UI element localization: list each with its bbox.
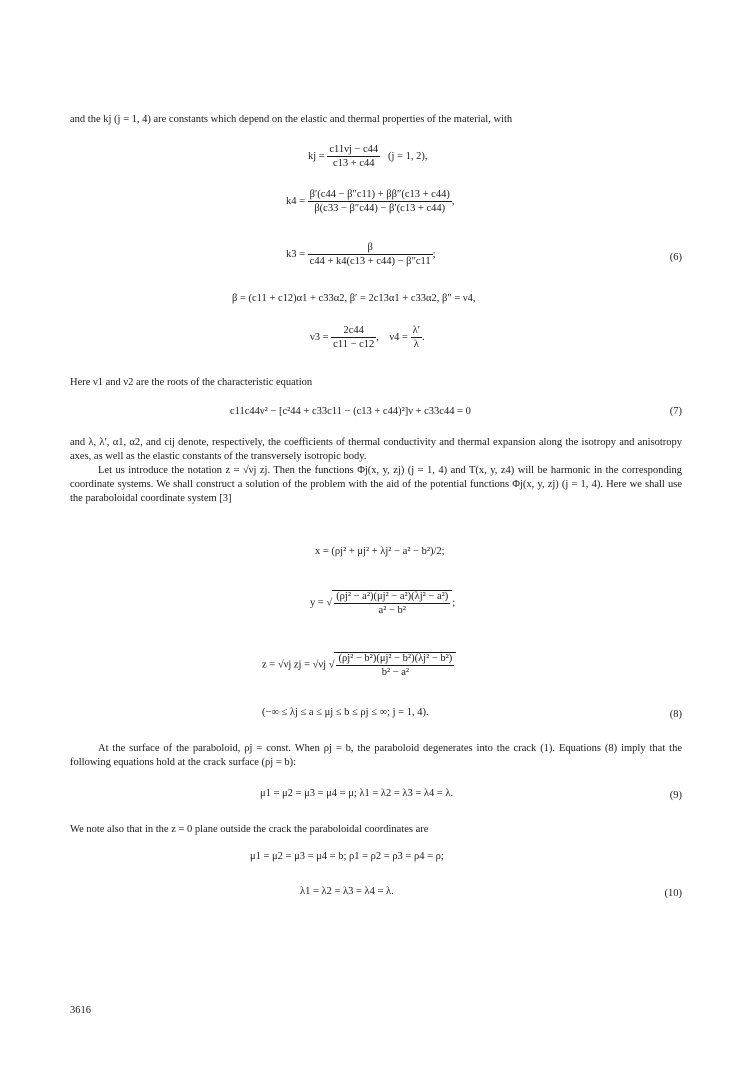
nu4-fraction: $\frac{\lambda'}{\lambda}$ [412,325,420,350]
para-roots: Here ν1 and ν2 are the roots of the characteristic equation [70,377,313,388]
y-fraction: $\frac{\text{(ρj² − a²)(μj² − a²)(λj² − a²)}}{\text{a² − b²}}$ [332,590,452,616]
nu3-lhs: ν3 = [310,331,329,343]
eq8-number: (8) [669,709,682,720]
eq6-k3: k3 = $\frac{\beta}{c44 + k4(c13 + c44) - \beta''c11}$ ; (6) [286,242,682,267]
eq6-beta: β = (c11 + c12)α1 + c33α2, β′ = 2c13α1 + c33α2, β″ = ν4, [232,293,476,304]
para-notation: Let us introduce the notation z = √νj zj. Then the functions Φj(x, y, zj) (j = 1, 4) and T(x, y, z4) will be harmonic in the corresponding coordinate systems. We shall construct a solution of the problem with the aid of the potential functions Φj(x, y, zj) (j = 1, 4). Here we shall use the paraboloidal coordinate system [3] [70,465,682,504]
eq10-line2: λ1 = λ2 = λ3 = λ4 = λ. (10) [300,886,682,899]
kj-lhs: kj = [308,150,325,162]
para-surface: At the surface of the paraboloid, ρj = const. When ρj = b, the paraboloid degenerates into the crack (1). Equations (8) imply that the following equations hold at the crack surface (ρj = b): [70,743,682,768]
eq10-number: (10) [664,888,682,899]
k3-lhs: k3 = [286,248,306,260]
page-number: 3616 [70,1005,91,1016]
eq7-number: (7) [669,406,682,417]
para-plane: We note also that in the z = 0 plane outside the crack the paraboloidal coordinates are [70,824,429,835]
para-lambda: and λ, λ′, α1, α2, and cij denote, respectively, the coefficients of thermal conductivity and thermal expansion along the isotropy and anisotropy axes, as well as the elastic constants of the transversely isotropic body. [70,437,682,462]
eq8-y: y = √ $\frac{\text{(ρj² − a²)(μj² − a²)(λj² − a²)}}{\text{a² − b²}}$ ; [310,591,456,616]
k4-fraction: $\frac{\beta'(c44 - \beta''c11) + \beta\beta''(c13 + c44)}{\beta(c33 - \beta''c44) - \beta'(c13 + c44)}$ [309,189,450,214]
nu3-fraction: $\frac{2c44}{c11 - c12}$ [333,325,375,350]
eq9: μ1 = μ2 = μ3 = μ4 = μ; λ1 = λ2 = λ3 = λ4 = λ. (9) [260,788,682,801]
eq8-x: x = (ρj² + μj² + λj² − a² − b²)/2; [315,546,445,557]
z-lhs: z = √νj zj = √νj [262,659,327,671]
k4-lhs: k4 = [286,195,306,207]
k3-fraction: $\frac{\beta}{c44 + k4(c13 + c44) - \beta''c11}$ [309,242,431,267]
z-fraction: $\frac{\text{(ρj² − b²)(μj² − b²)(λj² − b²)}}{\text{b² − a²}}$ [334,652,456,678]
eq7: c11c44ν² − [c²44 + c33c11 − (c13 + c44)²]ν + c33c44 = 0 (7) [230,406,682,417]
kj-condition: (j = 1, 2), [388,150,428,162]
eq6-number: (6) [669,252,682,263]
eq8-range: (−∞ ≤ λj ≤ a ≤ μj ≤ b ≤ ρj ≤ ∞; j = 1, 4). (8) [262,707,682,720]
eq6-kj [70,142,682,178]
kj-fraction: $\frac{c11\nu j - c44}{c13 + c44}$ [329,144,379,169]
eq10-line1: μ1 = μ2 = μ3 = μ4 = b; ρ1 = ρ2 = ρ3 = ρ4 = ρ; [250,851,444,862]
eq6-nu: ν3 = $\frac{2c44}{c11 - c12}$ , ν4 = $\frac{\lambda'}{\lambda}$ . [310,325,425,350]
eq8-z: z = √νj zj = √νj √ $\frac{\text{(ρj² − b²)(μj² − b²)(λj² − b²)}}{\text{b² − a²}}$ [70,650,682,690]
intro-line: and the kj (j = 1, 4) are constants which depend on the elastic and thermal properties of the material, with [70,114,513,125]
y-lhs: y = [310,597,324,609]
nu4-lhs: ν4 = [389,331,408,343]
eq9-number: (9) [669,790,682,801]
eq6-k4: k4 = $\frac{\beta'(c44 - \beta''c11) + \beta\beta''(c13 + c44)}{\beta(c33 - \beta''c44) - \beta'(c13 + c44)}$ , [286,189,455,214]
